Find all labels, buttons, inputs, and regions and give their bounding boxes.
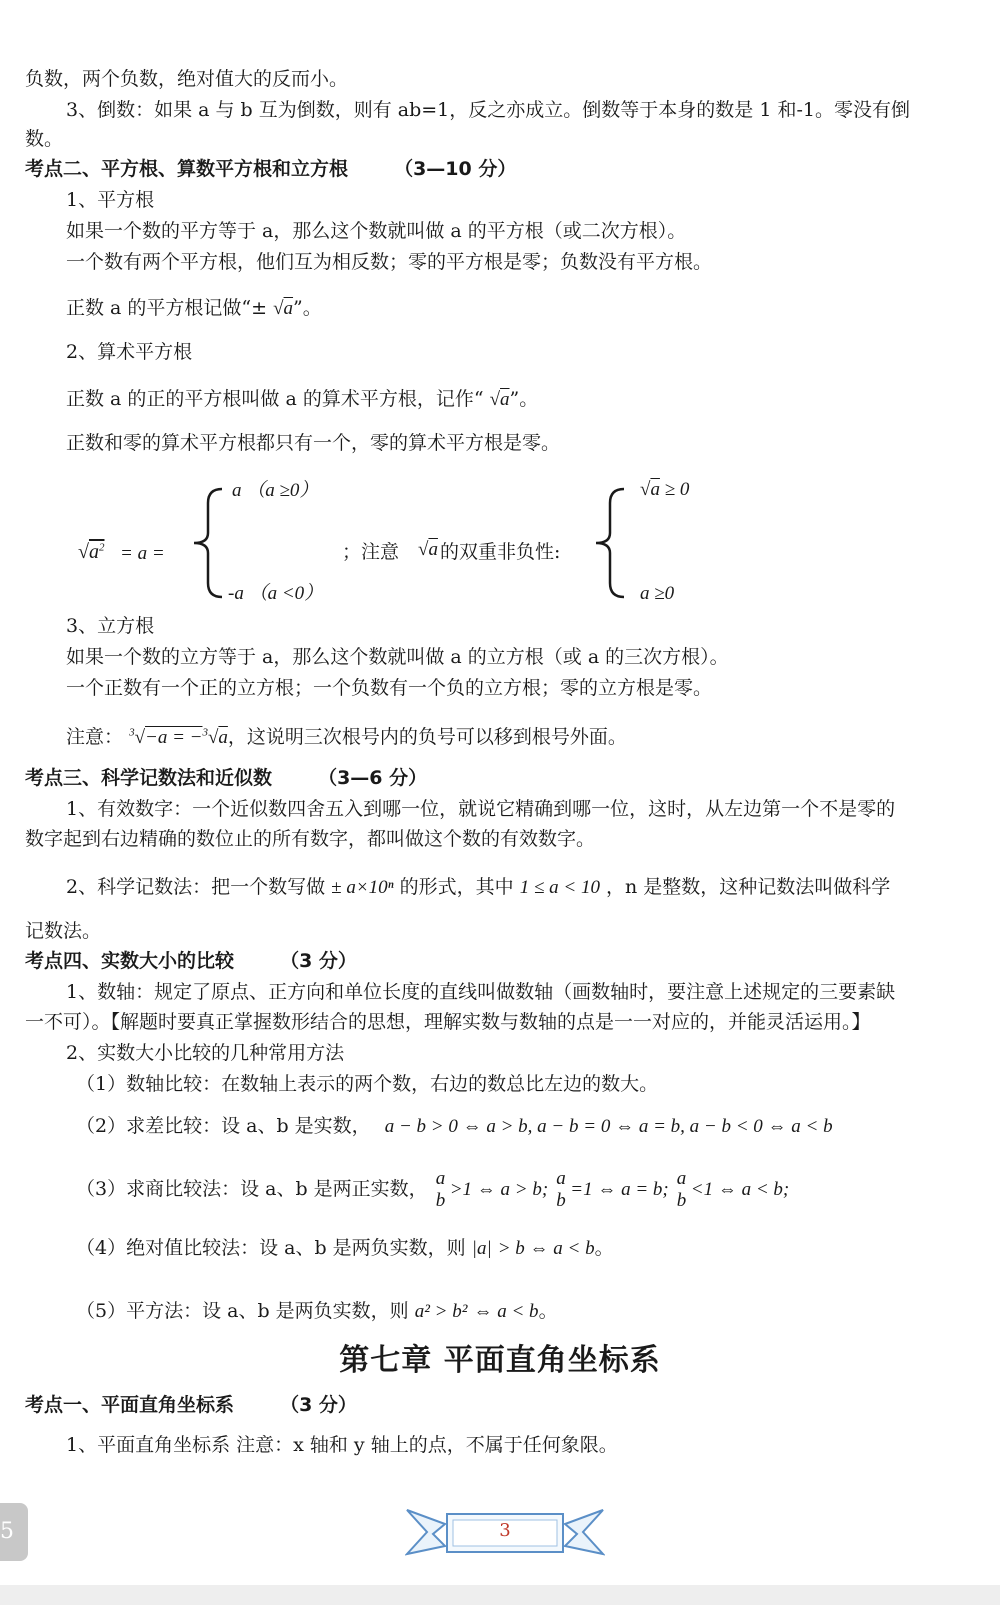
page-number-ribbon	[405, 1500, 605, 1560]
chapter-title: 第七章 平面直角坐标系	[339, 1343, 661, 1378]
method-item	[76, 1237, 614, 1261]
text-line: 负数，两个负数，绝对值大的反而小。	[25, 68, 349, 90]
subheading: 3、立方根	[66, 615, 155, 637]
text-line: 3、倒数：如果 a 与 b 互为倒数，则有 ab=1，反之亦成立。倒数等于本身的数是 1 和-1。零没有倒	[66, 99, 910, 121]
text-line: 记数法。	[25, 920, 102, 942]
quotient-formula: =1 ⇔ a = b;	[570, 1179, 669, 1200]
sqrt-a-symbol: √a	[418, 539, 438, 560]
section-heading	[25, 950, 357, 973]
text-line: 如果一个数的立方等于 a，那么这个数就叫做 a 的立方根（或 a 的三次方根）。	[66, 646, 729, 668]
section-title: 考点一、平面直角坐标系	[25, 1394, 235, 1416]
fraction-a-over-b: a b	[435, 1168, 446, 1211]
text-line: 1、数轴：规定了原点、正方向和单位长度的直线叫做数轴（画数轴时，要注意上述规定的三要素缺	[66, 981, 896, 1003]
section-score: （3 分）	[280, 950, 357, 972]
note-label: ；注意	[342, 541, 400, 563]
note-text: 的双重非负性:	[440, 541, 561, 563]
text-fragment: 的形式，其中	[399, 876, 514, 898]
text-fragment: 。	[594, 1237, 614, 1259]
text-line: 1、有效数字：一个近似数四舍五入到哪一位，就说它精确到哪一位，这时，从左边第一个不是零的	[66, 798, 896, 820]
fraction-a-over-b: a b	[556, 1168, 566, 1211]
text-line	[66, 297, 322, 321]
section-heading	[25, 767, 427, 790]
text-fragment: 正数 a 的正的平方根叫做 a 的算术平方根，记作“	[66, 388, 484, 410]
section-score: （3—6 分）	[318, 767, 428, 789]
text-line: 一不可）。【解题时要真正掌握数形结合的思想，理解实数与数轴的点是一一对应的，并能灵活运用。】	[25, 1011, 871, 1033]
sqrt-a-symbol: √a	[273, 298, 294, 319]
method-item	[76, 1115, 833, 1139]
text-line: 一个数有两个平方根，他们互为相反数；零的平方根是零；负数没有平方根。	[66, 251, 713, 273]
quotient-formula: <1 ⇔ a < b;	[690, 1179, 790, 1200]
sqrt-a-symbol: √a	[489, 389, 510, 410]
text-line: 一个正数有一个正的立方根；一个负数有一个负的立方根；零的立方根是零。	[66, 677, 713, 699]
subheading: 1、平方根	[66, 189, 155, 211]
text-line	[66, 876, 890, 900]
method-item: （1）数轴比较：在数轴上表示的两个数，右边的数总比左边的数大。	[76, 1073, 659, 1095]
case-negative: -a （a <0）	[228, 583, 324, 604]
section-title: 考点三、科学记数法和近似数	[25, 767, 273, 789]
text-line: 数。	[25, 128, 64, 150]
sqrt-a-symbol: √a	[640, 479, 660, 500]
text-line: 1、平面直角坐标系 注意：x 轴和 y 轴上的点，不属于任何象限。	[66, 1434, 618, 1456]
section-score: （3—10 分）	[394, 158, 517, 180]
case-positive: a （a ≥0）	[232, 480, 319, 501]
text-fragment: ，这说明三次根号内的负号可以移到根号外面。	[227, 726, 627, 748]
text-line: 正数和零的算术平方根都只有一个，零的算术平方根是零。	[66, 432, 561, 454]
text-fragment: 注意：	[66, 726, 124, 748]
text-fragment: （2）求差比较：设 a、b 是实数，	[76, 1115, 371, 1137]
text-fragment: （5）平方法：设 a、b 是两负实数，则	[76, 1300, 409, 1322]
method-item	[76, 1170, 789, 1210]
sci-notation-formula: ± a×10ⁿ	[331, 877, 394, 898]
method-item	[76, 1300, 558, 1324]
left-brace-icon	[590, 483, 630, 603]
text-line	[66, 726, 627, 750]
abs-formula: |a|	[471, 1238, 492, 1259]
section-title: 考点四、实数大小的比较	[25, 950, 235, 972]
text-line: 数字起到右边精确的数位止的所有数字，都叫做这个数的有效数字。	[25, 828, 596, 850]
fraction-a-over-b: a b	[676, 1168, 687, 1211]
section-title: 考点二、平方根、算数平方根和立方根	[25, 158, 349, 180]
left-brace-icon	[188, 483, 228, 603]
text-fragment: ≥ 0	[664, 479, 690, 500]
quotient-formula: >1 ⇔ a > b;	[449, 1179, 549, 1200]
abs-formula-rest: > b ⇔ a < b	[497, 1238, 595, 1259]
bottom-bar	[0, 1585, 1000, 1605]
side-tab	[0, 1503, 28, 1561]
text-fragment: （4）绝对值比较法：设 a、b 是两负实数，则	[76, 1237, 466, 1259]
square-formula: a² > b²	[414, 1301, 468, 1322]
section-heading	[25, 158, 516, 181]
square-formula-rest: ⇔ a < b	[473, 1301, 539, 1322]
difference-formula: a − b > 0 ⇔ a > b, a − b = 0 ⇔ a = b, a − b < 0 ⇔ a < b	[384, 1116, 833, 1137]
side-number: 5	[0, 1519, 14, 1544]
cube-root-formula: $^3$√−a = −$^3$√a	[129, 726, 228, 748]
text-fragment: 正数 a 的平方根记做“±	[66, 297, 268, 319]
subheading: 2、算术平方根	[66, 341, 193, 363]
section-score: （3 分）	[280, 1394, 357, 1416]
text-fragment: 。	[538, 1300, 558, 1322]
range-formula: 1 ≤ a < 10	[519, 877, 600, 898]
sqrt-a-squared: $√a^2$	[78, 541, 105, 563]
text-line: 如果一个数的平方等于 a，那么这个数就叫做 a 的平方根（或二次方根）。	[66, 220, 687, 242]
text-line	[66, 388, 538, 412]
equation-text: = a =	[120, 543, 165, 564]
subheading: 2、实数大小比较的几种常用方法	[66, 1042, 345, 1064]
text-fragment: （3）求商比较法：设 a、b 是两正实数，	[76, 1178, 428, 1200]
text-fragment: ”。	[509, 388, 539, 410]
page-number: 3	[499, 1520, 511, 1541]
section-heading	[25, 1394, 357, 1417]
text-fragment: 2、科学记数法：把一个数写做	[66, 876, 326, 898]
nonneg-bottom: a ≥0	[640, 583, 675, 604]
nonneg-top	[640, 479, 689, 502]
text-fragment: ，n 是整数，这种记数法叫做科学	[606, 876, 891, 898]
text-fragment: ”。	[293, 297, 322, 319]
